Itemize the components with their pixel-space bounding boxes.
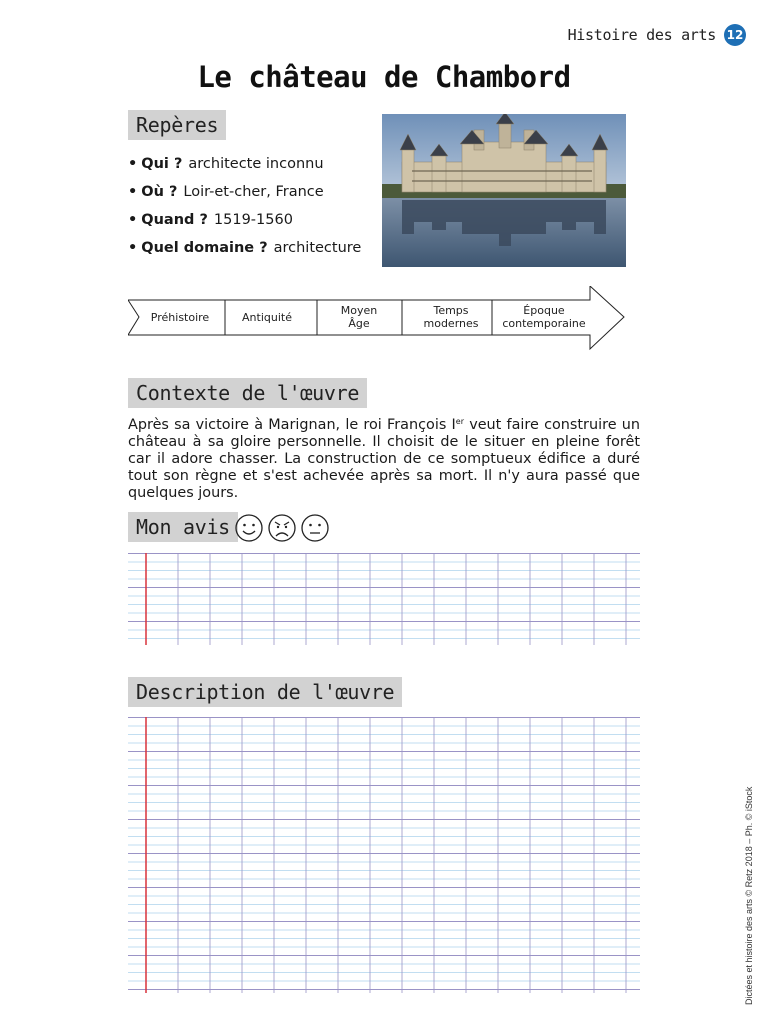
list-item: • Qui ? architecte inconnu	[128, 156, 324, 172]
question-label: Où ?	[141, 184, 178, 200]
timeline-period: Époque	[523, 304, 565, 317]
timeline-period: contemporaine	[502, 317, 586, 330]
description-writing-area[interactable]	[128, 717, 640, 993]
svg-text:Dictées et histoire des arts ©: Dictées et histoire des arts © Retz 2018 – Ph. © iStock	[744, 786, 754, 1005]
timeline-period: Moyen	[340, 304, 378, 317]
answer-text: architecture	[273, 240, 362, 256]
avis-writing-area[interactable]	[128, 553, 640, 645]
reperes-list	[128, 150, 361, 262]
question-label: Quel domaine ?	[141, 240, 268, 256]
timeline-arrow	[128, 286, 628, 352]
chateau-photo	[382, 114, 626, 267]
contexte-heading: Contexte de l'œuvre	[128, 378, 367, 408]
description-heading: Description de l'œuvre	[128, 677, 402, 707]
avis-heading: Mon avis	[128, 512, 238, 542]
timeline-period: Âge	[348, 317, 370, 330]
credits	[740, 780, 758, 1010]
smile-icon[interactable]	[234, 513, 264, 543]
answer-text: 1519-1560	[213, 212, 293, 228]
question-label: Quand ?	[141, 212, 208, 228]
list-item: • Quel domaine ? architecture	[128, 240, 362, 256]
timeline-period: modernes	[423, 317, 479, 330]
answer-text: Loir-et-cher, France	[183, 184, 324, 200]
page-title: Le château de Chambord	[197, 60, 571, 94]
page-header	[568, 24, 746, 46]
question-label: Qui ?	[141, 156, 183, 172]
neutral-icon[interactable]	[300, 513, 330, 543]
timeline-period: Préhistoire	[150, 311, 210, 324]
reperes-heading: Repères	[128, 110, 226, 140]
angry-icon[interactable]	[267, 513, 297, 543]
list-item: • Quand ? 1519-1560	[128, 212, 293, 228]
timeline-period: Antiquité	[242, 311, 292, 324]
timeline-period: Temps	[433, 304, 469, 317]
header-label: Histoire des arts	[567, 26, 716, 44]
answer-text: architecte inconnu	[188, 156, 324, 172]
page-number-badge: 12	[724, 24, 746, 46]
contexte-paragraph: Après sa victoire à Marignan, le roi François Ier veut faire construire un château à sa gloire personnelle. Il choisit de le situer en pleine forêt car il adore chasser. La construction de ce somptueux édifice a duré tout son règne et s'est achevée après sa mort. Il n'y aura passé que quelques jours.	[128, 417, 640, 501]
smiley-group	[234, 513, 330, 543]
list-item: • Où ? Loir-et-cher, France	[128, 184, 324, 200]
